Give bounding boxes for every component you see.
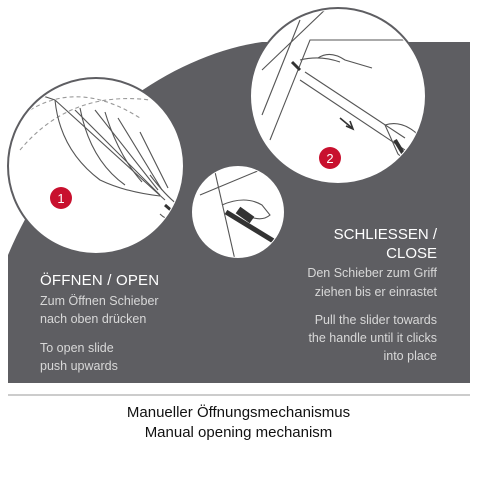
close-english-line-3: into place xyxy=(383,349,437,363)
close-title-line-2: CLOSE xyxy=(386,245,437,262)
close-english-line-2: the handle until it clicks xyxy=(308,331,437,345)
open-english-line-1: To open slide xyxy=(40,341,114,355)
open-english-line-2: push upwards xyxy=(40,359,118,373)
caption-german: Manueller Öffnungsmechanismus xyxy=(126,404,351,421)
close-german-line-2: ziehen bis er einrastet xyxy=(314,285,437,299)
slider-detail-illustration xyxy=(191,165,285,260)
step-two-number: 2 xyxy=(326,151,334,166)
step-one-illustration xyxy=(8,78,184,254)
step-one-number: 1 xyxy=(57,191,65,206)
close-german-line-1: Den Schieber zum Griff xyxy=(307,266,437,280)
open-german-line-1: Zum Öffnen Schieber xyxy=(40,294,159,308)
open-title: ÖFFNEN / OPEN xyxy=(40,272,160,289)
close-english-line-1: Pull the slider towards xyxy=(314,313,437,327)
caption-english: Manual opening mechanism xyxy=(144,424,333,441)
close-title-line-1: SCHLIESSEN / xyxy=(333,226,437,243)
open-german-line-2: nach oben drücken xyxy=(40,312,147,326)
